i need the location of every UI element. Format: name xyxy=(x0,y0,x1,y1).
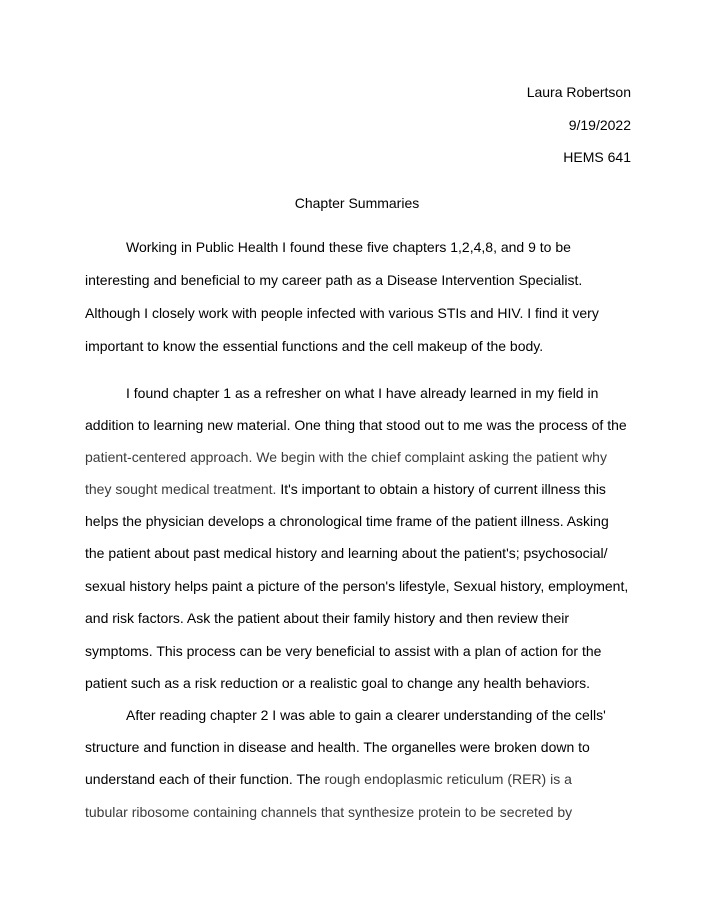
paragraph-line: symptoms. This process can be very beneficial to assist with a plan of action for the xyxy=(85,643,602,659)
paragraph-line: tubular ribosome containing channels that synthesize protein to be secreted by xyxy=(85,804,573,820)
document-date: 9/19/2022 xyxy=(568,117,631,133)
paragraph-line: the patient about past medical history and learning about the patient's; psychosocial/ xyxy=(85,545,608,561)
paragraph-line: addition to learning new material. One thing that stood out to me was the process of the xyxy=(85,417,627,433)
paragraph-line: I found chapter 1 as a refresher on what I have already learned in my field in xyxy=(126,385,599,401)
paragraph-line: patient such as a risk reduction or a realistic goal to change any health behaviors. xyxy=(85,675,591,691)
paragraph-line xyxy=(85,481,606,497)
paragraph-line: structure and function in disease and health. The organelles were broken down to xyxy=(85,739,590,755)
paragraph-text: understand each of their function. The xyxy=(85,771,325,787)
highlighted-text: they sought medical treatment. xyxy=(85,481,277,497)
highlighted-text: rough endoplasmic reticulum (RER) is a xyxy=(324,771,572,787)
author-name: Laura Robertson xyxy=(526,84,631,100)
paragraph-line: Working in Public Health I found these five chapters 1,2,4,8, and 9 to be xyxy=(126,239,571,255)
paragraph-line: sexual history helps paint a picture of the person's lifestyle, Sexual history, employment, xyxy=(85,578,629,594)
document-title: Chapter Summaries xyxy=(294,195,420,211)
paragraph-text: It's important to obtain a history of current illness this xyxy=(276,481,606,497)
paragraph-line: important to know the essential functions and the cell makeup of the body. xyxy=(85,338,544,354)
paragraph-line: Although I closely work with people infected with various STIs and HIV. I find it very xyxy=(85,305,599,321)
paragraph-line: patient-centered approach. We begin with the chief complaint asking the patient why xyxy=(85,449,607,465)
paragraph-line: interesting and beneficial to my career path as a Disease Intervention Specialist. xyxy=(85,272,583,288)
paragraph-line: helps the physician develops a chronological time frame of the patient illness. Asking xyxy=(85,513,609,529)
paragraph-line: After reading chapter 2 I was able to gain a clearer understanding of the cells' xyxy=(126,707,606,723)
course-code: HEMS 641 xyxy=(563,149,631,165)
paragraph-line xyxy=(85,771,572,787)
paragraph-line: and risk factors. Ask the patient about their family history and then review their xyxy=(85,610,570,626)
